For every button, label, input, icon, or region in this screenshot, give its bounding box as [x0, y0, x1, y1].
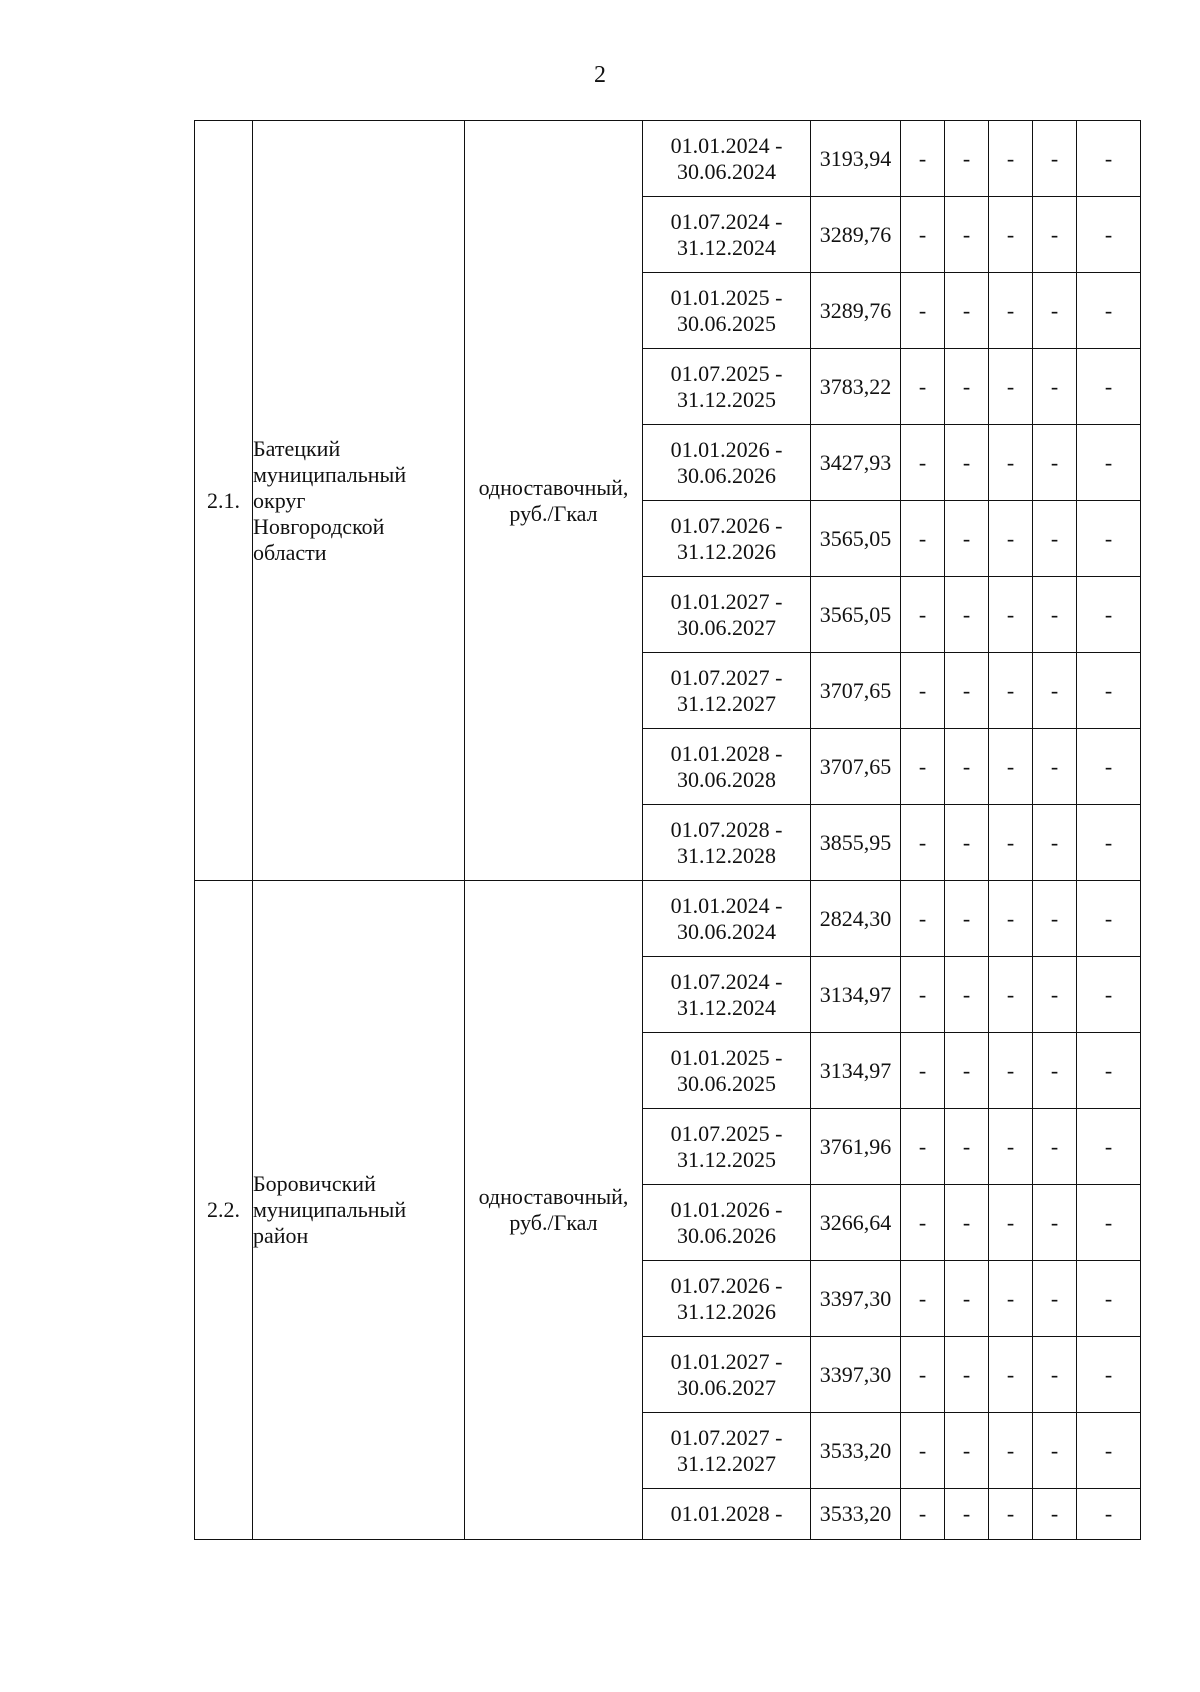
empty-value-cell: -	[945, 425, 989, 501]
tariff-value: 2824,30	[811, 881, 901, 957]
empty-value-cell: -	[901, 1185, 945, 1261]
empty-value-cell: -	[945, 729, 989, 805]
empty-value-cell: -	[1077, 501, 1141, 577]
tariff-value: 3397,30	[811, 1337, 901, 1413]
period-cell	[643, 957, 811, 1033]
territory-name-line: Батецкий	[253, 435, 341, 461]
empty-value-cell: -	[1033, 729, 1077, 805]
period-line: 30.06.2026	[677, 1222, 776, 1248]
period-line: 01.01.2027 -	[670, 1348, 783, 1374]
tariff-value: 3289,76	[811, 273, 901, 349]
empty-value-cell: -	[989, 577, 1033, 653]
period-cell	[643, 501, 811, 577]
period-cell	[643, 805, 811, 881]
period-line: 01.01.2025 -	[670, 1044, 783, 1070]
empty-value-cell: -	[1077, 1261, 1141, 1337]
period-cell	[643, 197, 811, 273]
period-line: 30.06.2025	[677, 310, 776, 336]
period-line: 01.07.2024 -	[670, 208, 783, 234]
tariff-value: 3134,97	[811, 957, 901, 1033]
period-line: 31.12.2025	[677, 386, 776, 412]
empty-value-cell: -	[945, 501, 989, 577]
empty-value-cell: -	[1033, 121, 1077, 197]
empty-value-cell: -	[945, 197, 989, 273]
tariff-value: 3707,65	[811, 653, 901, 729]
empty-value-cell: -	[1033, 1185, 1077, 1261]
empty-value-cell: -	[901, 273, 945, 349]
empty-value-cell: -	[945, 1261, 989, 1337]
empty-value-cell: -	[901, 425, 945, 501]
empty-value-cell: -	[989, 1261, 1033, 1337]
section-number: 2.2.	[195, 881, 253, 1540]
empty-value-cell: -	[1077, 577, 1141, 653]
empty-value-cell: -	[901, 1489, 945, 1540]
period-cell	[643, 1337, 811, 1413]
empty-value-cell: -	[1077, 1413, 1141, 1489]
empty-value-cell: -	[901, 1261, 945, 1337]
empty-value-cell: -	[945, 805, 989, 881]
empty-value-cell: -	[945, 577, 989, 653]
empty-value-cell: -	[1033, 501, 1077, 577]
period-cell	[643, 881, 811, 957]
period-line: 01.01.2026 -	[670, 1196, 783, 1222]
territory-name-line: области	[253, 539, 327, 565]
tariff-type-line: одноставочный,	[478, 474, 629, 500]
tariff-value: 3266,64	[811, 1185, 901, 1261]
tariff-type	[465, 121, 643, 881]
empty-value-cell: -	[1033, 881, 1077, 957]
territory-name-line: Новгородской	[253, 513, 385, 539]
tariff-value: 3289,76	[811, 197, 901, 273]
empty-value-cell: -	[901, 1337, 945, 1413]
territory-name-line: район	[253, 1223, 309, 1248]
tariff-value: 3427,93	[811, 425, 901, 501]
empty-value-cell: -	[901, 1033, 945, 1109]
empty-value-cell: -	[945, 1413, 989, 1489]
period-line: 31.12.2027	[677, 1450, 776, 1476]
period-cell	[643, 273, 811, 349]
period-cell	[643, 1109, 811, 1185]
empty-value-cell: -	[945, 273, 989, 349]
empty-value-cell: -	[1033, 349, 1077, 425]
empty-value-cell: -	[901, 349, 945, 425]
period-line: 30.06.2027	[677, 1374, 776, 1400]
empty-value-cell: -	[901, 1413, 945, 1489]
territory-name-line: округ	[253, 487, 306, 513]
period-line: 31.12.2028	[677, 842, 776, 868]
empty-value-cell: -	[1077, 1185, 1141, 1261]
period-line: 01.01.2028 -	[670, 740, 783, 766]
empty-value-cell: -	[1033, 1489, 1077, 1540]
period-cell	[643, 1185, 811, 1261]
period-line: 01.07.2024 -	[670, 968, 783, 994]
empty-value-cell: -	[945, 1033, 989, 1109]
period-line: 30.06.2026	[677, 462, 776, 488]
empty-value-cell: -	[989, 1489, 1033, 1540]
tariff-value: 3565,05	[811, 577, 901, 653]
empty-value-cell: -	[901, 729, 945, 805]
period-line: 30.06.2024	[677, 158, 776, 184]
empty-value-cell: -	[1033, 1033, 1077, 1109]
tariff-type-line: руб./Гкал	[509, 1210, 598, 1235]
empty-value-cell: -	[1077, 957, 1141, 1033]
period-cell	[643, 577, 811, 653]
tariff-value: 3761,96	[811, 1109, 901, 1185]
empty-value-cell: -	[945, 957, 989, 1033]
territory-name	[253, 121, 465, 881]
tariff-value: 3397,30	[811, 1261, 901, 1337]
period-line: 31.12.2024	[677, 234, 776, 260]
tariff-type-line: руб./Гкал	[509, 500, 598, 526]
territory-name	[253, 881, 465, 1540]
period-line: 30.06.2028	[677, 766, 776, 792]
empty-value-cell: -	[989, 729, 1033, 805]
period-cell	[643, 121, 811, 197]
empty-value-cell: -	[945, 881, 989, 957]
empty-value-cell: -	[989, 197, 1033, 273]
empty-value-cell: -	[945, 653, 989, 729]
territory-name-line: Боровичский	[253, 1171, 376, 1196]
empty-value-cell: -	[989, 1033, 1033, 1109]
empty-value-cell: -	[989, 1185, 1033, 1261]
empty-value-cell: -	[1077, 1337, 1141, 1413]
empty-value-cell: -	[1077, 805, 1141, 881]
period-line: 01.01.2024 -	[670, 892, 783, 918]
empty-value-cell: -	[901, 805, 945, 881]
empty-value-cell: -	[989, 1109, 1033, 1185]
period-line: 01.01.2027 -	[670, 588, 783, 614]
empty-value-cell: -	[1033, 425, 1077, 501]
empty-value-cell: -	[989, 881, 1033, 957]
period-line: 01.07.2026 -	[670, 512, 783, 538]
period-line: 31.12.2025	[677, 1146, 776, 1172]
empty-value-cell: -	[901, 881, 945, 957]
tariff-value: 3533,20	[811, 1413, 901, 1489]
empty-value-cell: -	[989, 425, 1033, 501]
empty-value-cell: -	[1077, 425, 1141, 501]
empty-value-cell: -	[1033, 1413, 1077, 1489]
empty-value-cell: -	[1077, 729, 1141, 805]
empty-value-cell: -	[989, 805, 1033, 881]
empty-value-cell: -	[989, 653, 1033, 729]
empty-value-cell: -	[1077, 121, 1141, 197]
period-cell	[643, 349, 811, 425]
period-line: 01.07.2027 -	[670, 664, 783, 690]
empty-value-cell: -	[901, 577, 945, 653]
period-line: 31.12.2026	[677, 1298, 776, 1324]
period-cell	[643, 1261, 811, 1337]
empty-value-cell: -	[1033, 805, 1077, 881]
page-number: 2	[594, 62, 606, 88]
empty-value-cell: -	[1077, 1489, 1141, 1540]
empty-value-cell: -	[945, 1109, 989, 1185]
empty-value-cell: -	[945, 121, 989, 197]
tariff-table	[194, 120, 1141, 1540]
empty-value-cell: -	[1033, 197, 1077, 273]
empty-value-cell: -	[945, 1185, 989, 1261]
empty-value-cell: -	[901, 1109, 945, 1185]
empty-value-cell: -	[1033, 273, 1077, 349]
empty-value-cell: -	[989, 273, 1033, 349]
tariff-value: 3783,22	[811, 349, 901, 425]
empty-value-cell: -	[1077, 881, 1141, 957]
period-line: 01.07.2026 -	[670, 1272, 783, 1298]
period-line: 30.06.2024	[677, 918, 776, 944]
tariff-type	[465, 881, 643, 1540]
empty-value-cell: -	[901, 197, 945, 273]
period-line: 01.01.2024 -	[670, 132, 783, 158]
empty-value-cell: -	[989, 1413, 1033, 1489]
empty-value-cell: -	[989, 121, 1033, 197]
period-line: 01.07.2028 -	[670, 816, 783, 842]
period-line: 31.12.2027	[677, 690, 776, 716]
period-cell	[643, 729, 811, 805]
empty-value-cell: -	[989, 349, 1033, 425]
table-body	[195, 121, 1141, 1540]
period-cell	[643, 1489, 811, 1540]
territory-name-line: муниципальный	[253, 461, 407, 487]
empty-value-cell: -	[989, 501, 1033, 577]
empty-value-cell: -	[945, 1489, 989, 1540]
tariff-value: 3134,97	[811, 1033, 901, 1109]
empty-value-cell: -	[1077, 1033, 1141, 1109]
section-number: 2.1.	[195, 121, 253, 881]
empty-value-cell: -	[1077, 653, 1141, 729]
empty-value-cell: -	[1033, 1261, 1077, 1337]
period-line: 30.06.2025	[677, 1070, 776, 1096]
tariff-type-line: одноставочный,	[478, 1184, 629, 1209]
territory-name-line: муниципальный	[253, 1197, 407, 1222]
empty-value-cell: -	[901, 501, 945, 577]
table-row	[195, 881, 1141, 957]
empty-value-cell: -	[1033, 577, 1077, 653]
period-line: 01.07.2027 -	[670, 1424, 783, 1450]
tariff-value: 3193,94	[811, 121, 901, 197]
period-line: 01.01.2028 -	[670, 1501, 783, 1526]
tariff-value: 3707,65	[811, 729, 901, 805]
period-cell	[643, 1033, 811, 1109]
empty-value-cell: -	[1033, 653, 1077, 729]
period-line: 31.12.2024	[677, 994, 776, 1020]
empty-value-cell: -	[989, 1337, 1033, 1413]
empty-value-cell: -	[1077, 273, 1141, 349]
tariff-value: 3533,20	[811, 1489, 901, 1540]
tariff-value: 3565,05	[811, 501, 901, 577]
period-line: 30.06.2027	[677, 614, 776, 640]
period-cell	[643, 425, 811, 501]
tariff-value: 3855,95	[811, 805, 901, 881]
empty-value-cell: -	[1077, 197, 1141, 273]
empty-value-cell: -	[1077, 1109, 1141, 1185]
empty-value-cell: -	[901, 653, 945, 729]
period-line: 31.12.2026	[677, 538, 776, 564]
period-line: 01.01.2025 -	[670, 284, 783, 310]
empty-value-cell: -	[989, 957, 1033, 1033]
period-line: 01.07.2025 -	[670, 360, 783, 386]
empty-value-cell: -	[1033, 1337, 1077, 1413]
empty-value-cell: -	[945, 1337, 989, 1413]
period-cell	[643, 653, 811, 729]
empty-value-cell: -	[1077, 349, 1141, 425]
empty-value-cell: -	[901, 121, 945, 197]
empty-value-cell: -	[1033, 1109, 1077, 1185]
period-line: 01.01.2026 -	[670, 436, 783, 462]
empty-value-cell: -	[1033, 957, 1077, 1033]
empty-value-cell: -	[945, 349, 989, 425]
empty-value-cell: -	[901, 957, 945, 1033]
period-line: 01.07.2025 -	[670, 1120, 783, 1146]
table-row	[195, 121, 1141, 197]
period-cell	[643, 1413, 811, 1489]
